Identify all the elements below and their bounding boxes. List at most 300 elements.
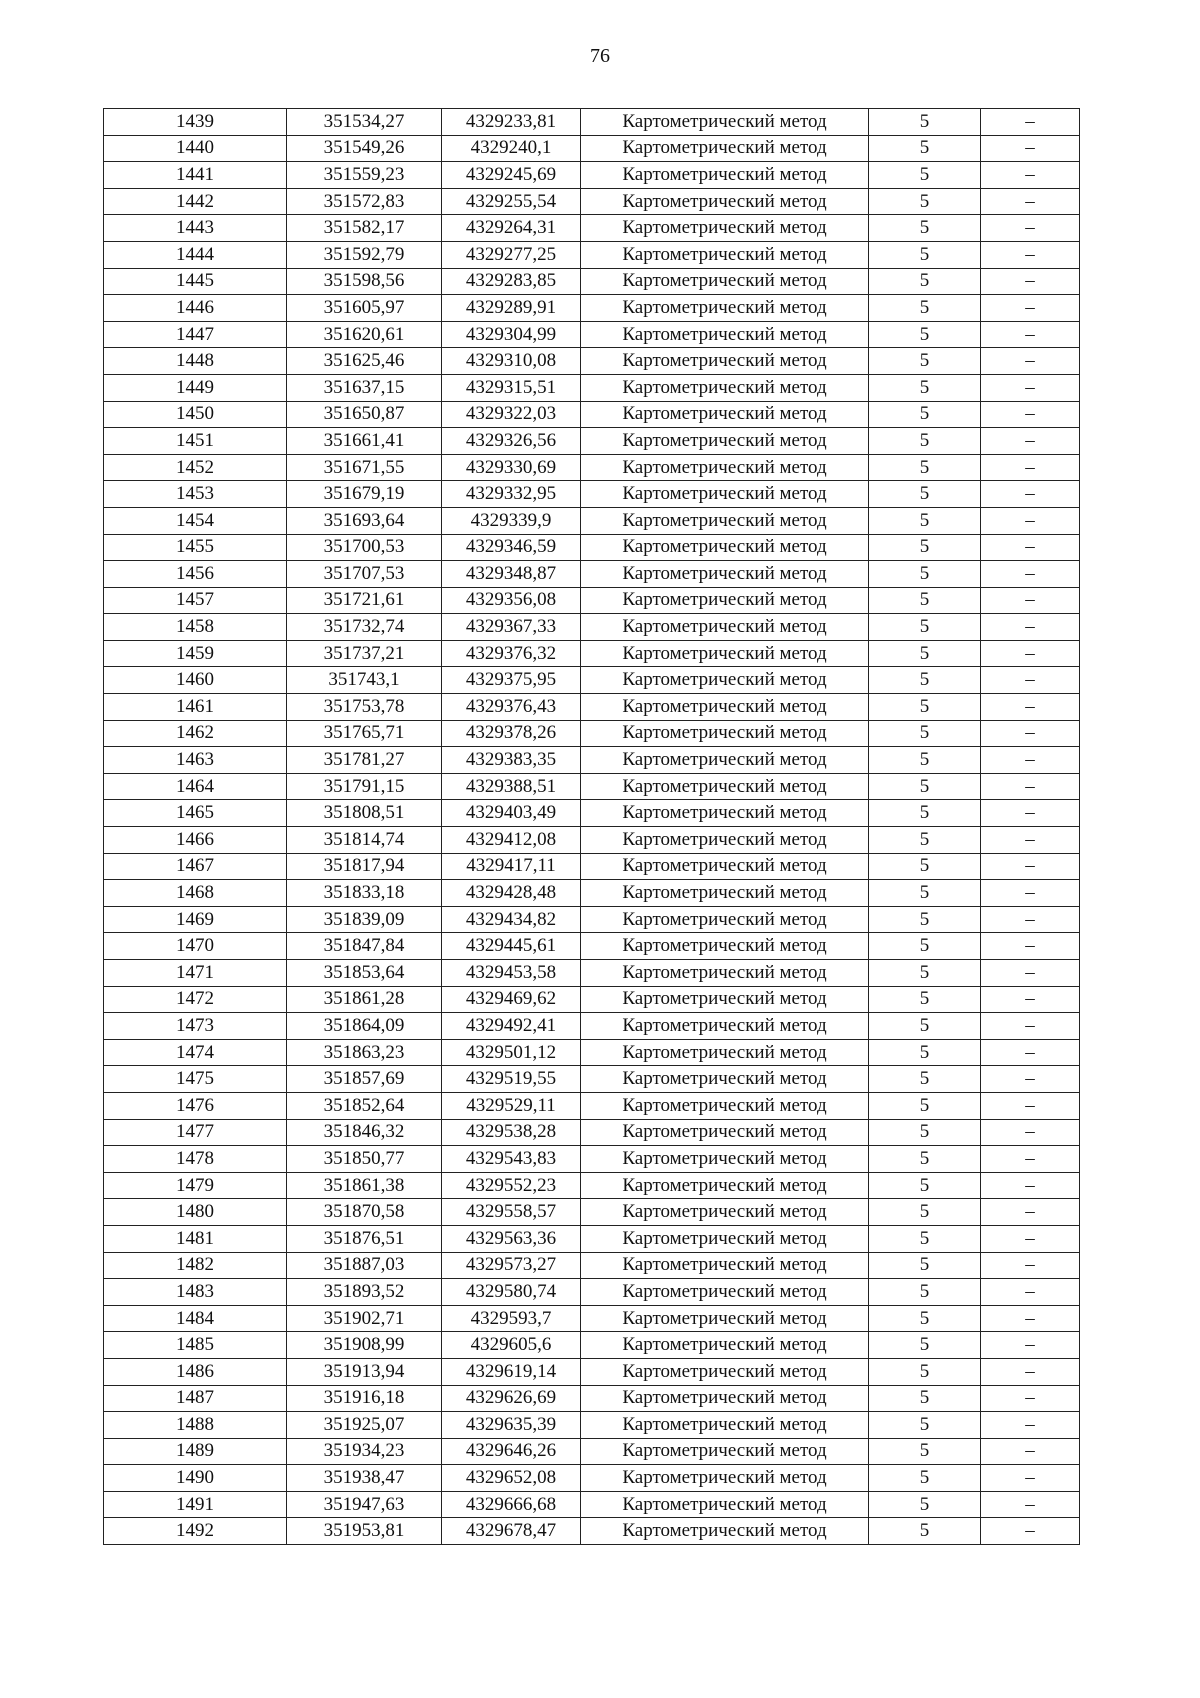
point-number-cell: 1463 — [104, 747, 287, 774]
point-number-cell: 1475 — [104, 1066, 287, 1093]
point-number-cell: 1452 — [104, 454, 287, 481]
table-row — [104, 241, 1080, 268]
accuracy-cell: 5 — [869, 1039, 981, 1066]
x-coordinate-cell: 351707,53 — [287, 561, 442, 588]
point-number-cell: 1464 — [104, 773, 287, 800]
accuracy-cell: 5 — [869, 1252, 981, 1279]
point-number-cell: 1443 — [104, 215, 287, 242]
point-number-cell: 1482 — [104, 1252, 287, 1279]
x-coordinate-cell: 351598,56 — [287, 268, 442, 295]
method-cell: Картометрический метод — [581, 587, 869, 614]
table-row — [104, 986, 1080, 1013]
description-cell: – — [981, 215, 1080, 242]
x-coordinate-cell: 351605,97 — [287, 295, 442, 322]
accuracy-cell: 5 — [869, 986, 981, 1013]
y-coordinate-cell: 4329346,59 — [442, 534, 581, 561]
table-row — [104, 428, 1080, 455]
method-cell: Картометрический метод — [581, 1225, 869, 1252]
y-coordinate-cell: 4329376,32 — [442, 640, 581, 667]
accuracy-cell: 5 — [869, 827, 981, 854]
table-row — [104, 1066, 1080, 1093]
accuracy-cell: 5 — [869, 215, 981, 242]
table-row — [104, 1172, 1080, 1199]
accuracy-cell: 5 — [869, 188, 981, 215]
method-cell: Картометрический метод — [581, 295, 869, 322]
table-row — [104, 1385, 1080, 1412]
x-coordinate-cell: 351661,41 — [287, 428, 442, 455]
accuracy-cell: 5 — [869, 268, 981, 295]
point-number-cell: 1472 — [104, 986, 287, 1013]
accuracy-cell: 5 — [869, 241, 981, 268]
table-row — [104, 1438, 1080, 1465]
point-number-cell: 1477 — [104, 1119, 287, 1146]
x-coordinate-cell: 351582,17 — [287, 215, 442, 242]
y-coordinate-cell: 4329330,69 — [442, 454, 581, 481]
method-cell: Картометрический метод — [581, 986, 869, 1013]
table-row — [104, 1092, 1080, 1119]
y-coordinate-cell: 4329453,58 — [442, 960, 581, 987]
y-coordinate-cell: 4329519,55 — [442, 1066, 581, 1093]
y-coordinate-cell: 4329434,82 — [442, 906, 581, 933]
point-number-cell: 1479 — [104, 1172, 287, 1199]
point-number-cell: 1470 — [104, 933, 287, 960]
method-cell: Картометрический метод — [581, 374, 869, 401]
x-coordinate-cell: 351679,19 — [287, 481, 442, 508]
point-number-cell: 1469 — [104, 906, 287, 933]
point-number-cell: 1471 — [104, 960, 287, 987]
point-number-cell: 1444 — [104, 241, 287, 268]
method-cell: Картометрический метод — [581, 747, 869, 774]
x-coordinate-cell: 351902,71 — [287, 1305, 442, 1332]
method-cell: Картометрический метод — [581, 1146, 869, 1173]
x-coordinate-cell: 351850,77 — [287, 1146, 442, 1173]
x-coordinate-cell: 351808,51 — [287, 800, 442, 827]
point-number-cell: 1461 — [104, 694, 287, 721]
point-number-cell: 1492 — [104, 1518, 287, 1545]
x-coordinate-cell: 351925,07 — [287, 1412, 442, 1439]
y-coordinate-cell: 4329339,9 — [442, 507, 581, 534]
table-row — [104, 773, 1080, 800]
y-coordinate-cell: 4329538,28 — [442, 1119, 581, 1146]
y-coordinate-cell: 4329646,26 — [442, 1438, 581, 1465]
description-cell: – — [981, 561, 1080, 588]
table-row — [104, 1358, 1080, 1385]
table-row — [104, 109, 1080, 136]
accuracy-cell: 5 — [869, 348, 981, 375]
description-cell: – — [981, 614, 1080, 641]
description-cell: – — [981, 694, 1080, 721]
method-cell: Картометрический метод — [581, 1092, 869, 1119]
y-coordinate-cell: 4329383,35 — [442, 747, 581, 774]
accuracy-cell: 5 — [869, 694, 981, 721]
description-cell: – — [981, 1199, 1080, 1226]
description-cell: – — [981, 1039, 1080, 1066]
x-coordinate-cell: 351721,61 — [287, 587, 442, 614]
method-cell: Картометрический метод — [581, 880, 869, 907]
table-row — [104, 561, 1080, 588]
x-coordinate-cell: 351908,99 — [287, 1332, 442, 1359]
table-row — [104, 188, 1080, 215]
x-coordinate-cell: 351791,15 — [287, 773, 442, 800]
description-cell: – — [981, 1465, 1080, 1492]
point-number-cell: 1458 — [104, 614, 287, 641]
method-cell: Картометрический метод — [581, 853, 869, 880]
accuracy-cell: 5 — [869, 747, 981, 774]
y-coordinate-cell: 4329322,03 — [442, 401, 581, 428]
method-cell: Картометрический метод — [581, 507, 869, 534]
accuracy-cell: 5 — [869, 1172, 981, 1199]
y-coordinate-cell: 4329552,23 — [442, 1172, 581, 1199]
method-cell: Картометрический метод — [581, 109, 869, 136]
x-coordinate-cell: 351852,64 — [287, 1092, 442, 1119]
table-row — [104, 1146, 1080, 1173]
point-number-cell: 1487 — [104, 1385, 287, 1412]
table-row — [104, 295, 1080, 322]
y-coordinate-cell: 4329255,54 — [442, 188, 581, 215]
x-coordinate-cell: 351620,61 — [287, 321, 442, 348]
accuracy-cell: 5 — [869, 614, 981, 641]
description-cell: – — [981, 906, 1080, 933]
accuracy-cell: 5 — [869, 162, 981, 189]
y-coordinate-cell: 4329445,61 — [442, 933, 581, 960]
x-coordinate-cell: 351864,09 — [287, 1013, 442, 1040]
description-cell: – — [981, 1518, 1080, 1545]
y-coordinate-cell: 4329375,95 — [442, 667, 581, 694]
accuracy-cell: 5 — [869, 1092, 981, 1119]
description-cell: – — [981, 880, 1080, 907]
point-number-cell: 1489 — [104, 1438, 287, 1465]
table-row — [104, 1305, 1080, 1332]
method-cell: Картометрический метод — [581, 188, 869, 215]
y-coordinate-cell: 4329412,08 — [442, 827, 581, 854]
accuracy-cell: 5 — [869, 1358, 981, 1385]
y-coordinate-cell: 4329626,69 — [442, 1385, 581, 1412]
accuracy-cell: 5 — [869, 374, 981, 401]
point-number-cell: 1466 — [104, 827, 287, 854]
table-row — [104, 1039, 1080, 1066]
description-cell: – — [981, 1305, 1080, 1332]
x-coordinate-cell: 351765,71 — [287, 720, 442, 747]
x-coordinate-cell: 351916,18 — [287, 1385, 442, 1412]
method-cell: Картометрический метод — [581, 960, 869, 987]
accuracy-cell: 5 — [869, 135, 981, 162]
description-cell: – — [981, 1146, 1080, 1173]
method-cell: Картометрический метод — [581, 1172, 869, 1199]
y-coordinate-cell: 4329501,12 — [442, 1039, 581, 1066]
method-cell: Картометрический метод — [581, 906, 869, 933]
description-cell: – — [981, 1119, 1080, 1146]
table-row — [104, 1518, 1080, 1545]
x-coordinate-cell: 351833,18 — [287, 880, 442, 907]
table-row — [104, 1199, 1080, 1226]
method-cell: Картометрический метод — [581, 1013, 869, 1040]
y-coordinate-cell: 4329310,08 — [442, 348, 581, 375]
point-number-cell: 1484 — [104, 1305, 287, 1332]
point-number-cell: 1455 — [104, 534, 287, 561]
description-cell: – — [981, 135, 1080, 162]
point-number-cell: 1490 — [104, 1465, 287, 1492]
point-number-cell: 1449 — [104, 374, 287, 401]
description-cell: – — [981, 1385, 1080, 1412]
y-coordinate-cell: 4329332,95 — [442, 481, 581, 508]
x-coordinate-cell: 351934,23 — [287, 1438, 442, 1465]
x-coordinate-cell: 351732,74 — [287, 614, 442, 641]
accuracy-cell: 5 — [869, 720, 981, 747]
table-row — [104, 614, 1080, 641]
method-cell: Картометрический метод — [581, 1385, 869, 1412]
accuracy-cell: 5 — [869, 1518, 981, 1545]
description-cell: – — [981, 1491, 1080, 1518]
accuracy-cell: 5 — [869, 667, 981, 694]
accuracy-cell: 5 — [869, 587, 981, 614]
table-row — [104, 268, 1080, 295]
y-coordinate-cell: 4329605,6 — [442, 1332, 581, 1359]
point-number-cell: 1450 — [104, 401, 287, 428]
accuracy-cell: 5 — [869, 507, 981, 534]
table-row — [104, 1332, 1080, 1359]
table-row — [104, 507, 1080, 534]
method-cell: Картометрический метод — [581, 933, 869, 960]
point-number-cell: 1476 — [104, 1092, 287, 1119]
point-number-cell: 1491 — [104, 1491, 287, 1518]
description-cell: – — [981, 933, 1080, 960]
accuracy-cell: 5 — [869, 853, 981, 880]
accuracy-cell: 5 — [869, 906, 981, 933]
table-row — [104, 1119, 1080, 1146]
description-cell: – — [981, 960, 1080, 987]
point-number-cell: 1448 — [104, 348, 287, 375]
y-coordinate-cell: 4329264,31 — [442, 215, 581, 242]
x-coordinate-cell: 351893,52 — [287, 1279, 442, 1306]
accuracy-cell: 5 — [869, 1013, 981, 1040]
table-row — [104, 1491, 1080, 1518]
y-coordinate-cell: 4329428,48 — [442, 880, 581, 907]
page-number: 76 — [590, 45, 610, 67]
table-row — [104, 694, 1080, 721]
point-number-cell: 1483 — [104, 1279, 287, 1306]
description-cell: – — [981, 1092, 1080, 1119]
x-coordinate-cell: 351947,63 — [287, 1491, 442, 1518]
x-coordinate-cell: 351814,74 — [287, 827, 442, 854]
point-number-cell: 1460 — [104, 667, 287, 694]
table-row — [104, 906, 1080, 933]
accuracy-cell: 5 — [869, 640, 981, 667]
description-cell: – — [981, 428, 1080, 455]
y-coordinate-cell: 4329580,74 — [442, 1279, 581, 1306]
method-cell: Картометрический метод — [581, 773, 869, 800]
accuracy-cell: 5 — [869, 1385, 981, 1412]
x-coordinate-cell: 351839,09 — [287, 906, 442, 933]
description-cell: – — [981, 481, 1080, 508]
point-number-cell: 1440 — [104, 135, 287, 162]
description-cell: – — [981, 401, 1080, 428]
x-coordinate-cell: 351693,64 — [287, 507, 442, 534]
x-coordinate-cell: 351876,51 — [287, 1225, 442, 1252]
description-cell: – — [981, 188, 1080, 215]
table-row — [104, 747, 1080, 774]
method-cell: Картометрический метод — [581, 1518, 869, 1545]
y-coordinate-cell: 4329240,1 — [442, 135, 581, 162]
x-coordinate-cell: 351625,46 — [287, 348, 442, 375]
method-cell: Картометрический метод — [581, 1332, 869, 1359]
point-number-cell: 1459 — [104, 640, 287, 667]
accuracy-cell: 5 — [869, 1491, 981, 1518]
accuracy-cell: 5 — [869, 1066, 981, 1093]
x-coordinate-cell: 351863,23 — [287, 1039, 442, 1066]
method-cell: Картометрический метод — [581, 454, 869, 481]
accuracy-cell: 5 — [869, 1225, 981, 1252]
table-row — [104, 640, 1080, 667]
y-coordinate-cell: 4329469,62 — [442, 986, 581, 1013]
y-coordinate-cell: 4329593,7 — [442, 1305, 581, 1332]
y-coordinate-cell: 4329378,26 — [442, 720, 581, 747]
method-cell: Картометрический метод — [581, 268, 869, 295]
description-cell: – — [981, 667, 1080, 694]
method-cell: Картометрический метод — [581, 827, 869, 854]
point-number-cell: 1442 — [104, 188, 287, 215]
x-coordinate-cell: 351781,27 — [287, 747, 442, 774]
description-cell: – — [981, 1172, 1080, 1199]
y-coordinate-cell: 4329304,99 — [442, 321, 581, 348]
x-coordinate-cell: 351753,78 — [287, 694, 442, 721]
accuracy-cell: 5 — [869, 481, 981, 508]
table-row — [104, 481, 1080, 508]
point-number-cell: 1447 — [104, 321, 287, 348]
x-coordinate-cell: 351847,84 — [287, 933, 442, 960]
point-number-cell: 1439 — [104, 109, 287, 136]
description-cell: – — [981, 1013, 1080, 1040]
method-cell: Картометрический метод — [581, 694, 869, 721]
x-coordinate-cell: 351700,53 — [287, 534, 442, 561]
accuracy-cell: 5 — [869, 1465, 981, 1492]
x-coordinate-cell: 351846,32 — [287, 1119, 442, 1146]
x-coordinate-cell: 351870,58 — [287, 1199, 442, 1226]
table-row — [104, 1279, 1080, 1306]
accuracy-cell: 5 — [869, 933, 981, 960]
coordinates-table-body — [104, 109, 1080, 1545]
table-row — [104, 454, 1080, 481]
x-coordinate-cell: 351743,1 — [287, 667, 442, 694]
table-row — [104, 1252, 1080, 1279]
description-cell: – — [981, 348, 1080, 375]
accuracy-cell: 5 — [869, 1279, 981, 1306]
method-cell: Картометрический метод — [581, 667, 869, 694]
x-coordinate-cell: 351650,87 — [287, 401, 442, 428]
y-coordinate-cell: 4329289,91 — [442, 295, 581, 322]
accuracy-cell: 5 — [869, 960, 981, 987]
table-row — [104, 1225, 1080, 1252]
table-row — [104, 1013, 1080, 1040]
description-cell: – — [981, 640, 1080, 667]
x-coordinate-cell: 351913,94 — [287, 1358, 442, 1385]
accuracy-cell: 5 — [869, 800, 981, 827]
point-number-cell: 1467 — [104, 853, 287, 880]
y-coordinate-cell: 4329543,83 — [442, 1146, 581, 1173]
method-cell: Картометрический метод — [581, 561, 869, 588]
accuracy-cell: 5 — [869, 1199, 981, 1226]
method-cell: Картометрический метод — [581, 1305, 869, 1332]
x-coordinate-cell: 351817,94 — [287, 853, 442, 880]
point-number-cell: 1478 — [104, 1146, 287, 1173]
description-cell: – — [981, 109, 1080, 136]
accuracy-cell: 5 — [869, 321, 981, 348]
x-coordinate-cell: 351737,21 — [287, 640, 442, 667]
description-cell: – — [981, 827, 1080, 854]
method-cell: Картометрический метод — [581, 800, 869, 827]
description-cell: – — [981, 321, 1080, 348]
x-coordinate-cell: 351857,69 — [287, 1066, 442, 1093]
table-row — [104, 534, 1080, 561]
accuracy-cell: 5 — [869, 1412, 981, 1439]
point-number-cell: 1451 — [104, 428, 287, 455]
table-row — [104, 827, 1080, 854]
point-number-cell: 1453 — [104, 481, 287, 508]
table-row — [104, 401, 1080, 428]
accuracy-cell: 5 — [869, 561, 981, 588]
accuracy-cell: 5 — [869, 109, 981, 136]
x-coordinate-cell: 351637,15 — [287, 374, 442, 401]
description-cell: – — [981, 986, 1080, 1013]
y-coordinate-cell: 4329573,27 — [442, 1252, 581, 1279]
description-cell: – — [981, 162, 1080, 189]
description-cell: – — [981, 534, 1080, 561]
point-number-cell: 1446 — [104, 295, 287, 322]
description-cell: – — [981, 241, 1080, 268]
point-number-cell: 1454 — [104, 507, 287, 534]
point-number-cell: 1473 — [104, 1013, 287, 1040]
description-cell: – — [981, 773, 1080, 800]
method-cell: Картометрический метод — [581, 1066, 869, 1093]
accuracy-cell: 5 — [869, 773, 981, 800]
method-cell: Картометрический метод — [581, 401, 869, 428]
method-cell: Картометрический метод — [581, 1252, 869, 1279]
method-cell: Картометрический метод — [581, 534, 869, 561]
description-cell: – — [981, 454, 1080, 481]
table-row — [104, 348, 1080, 375]
method-cell: Картометрический метод — [581, 1358, 869, 1385]
method-cell: Картометрический метод — [581, 135, 869, 162]
point-number-cell: 1441 — [104, 162, 287, 189]
y-coordinate-cell: 4329492,41 — [442, 1013, 581, 1040]
accuracy-cell: 5 — [869, 401, 981, 428]
accuracy-cell: 5 — [869, 1119, 981, 1146]
description-cell: – — [981, 1066, 1080, 1093]
method-cell: Картометрический метод — [581, 348, 869, 375]
y-coordinate-cell: 4329652,08 — [442, 1465, 581, 1492]
method-cell: Картометрический метод — [581, 428, 869, 455]
table-row — [104, 374, 1080, 401]
point-number-cell: 1485 — [104, 1332, 287, 1359]
accuracy-cell: 5 — [869, 454, 981, 481]
table-row — [104, 800, 1080, 827]
method-cell: Картометрический метод — [581, 1199, 869, 1226]
accuracy-cell: 5 — [869, 1332, 981, 1359]
method-cell: Картометрический метод — [581, 321, 869, 348]
description-cell: – — [981, 1252, 1080, 1279]
point-number-cell: 1481 — [104, 1225, 287, 1252]
method-cell: Картометрический метод — [581, 241, 869, 268]
method-cell: Картометрический метод — [581, 614, 869, 641]
point-number-cell: 1486 — [104, 1358, 287, 1385]
table-row — [104, 880, 1080, 907]
x-coordinate-cell: 351534,27 — [287, 109, 442, 136]
description-cell: – — [981, 720, 1080, 747]
point-number-cell: 1488 — [104, 1412, 287, 1439]
description-cell: – — [981, 295, 1080, 322]
method-cell: Картометрический метод — [581, 1465, 869, 1492]
description-cell: – — [981, 1358, 1080, 1385]
description-cell: – — [981, 268, 1080, 295]
